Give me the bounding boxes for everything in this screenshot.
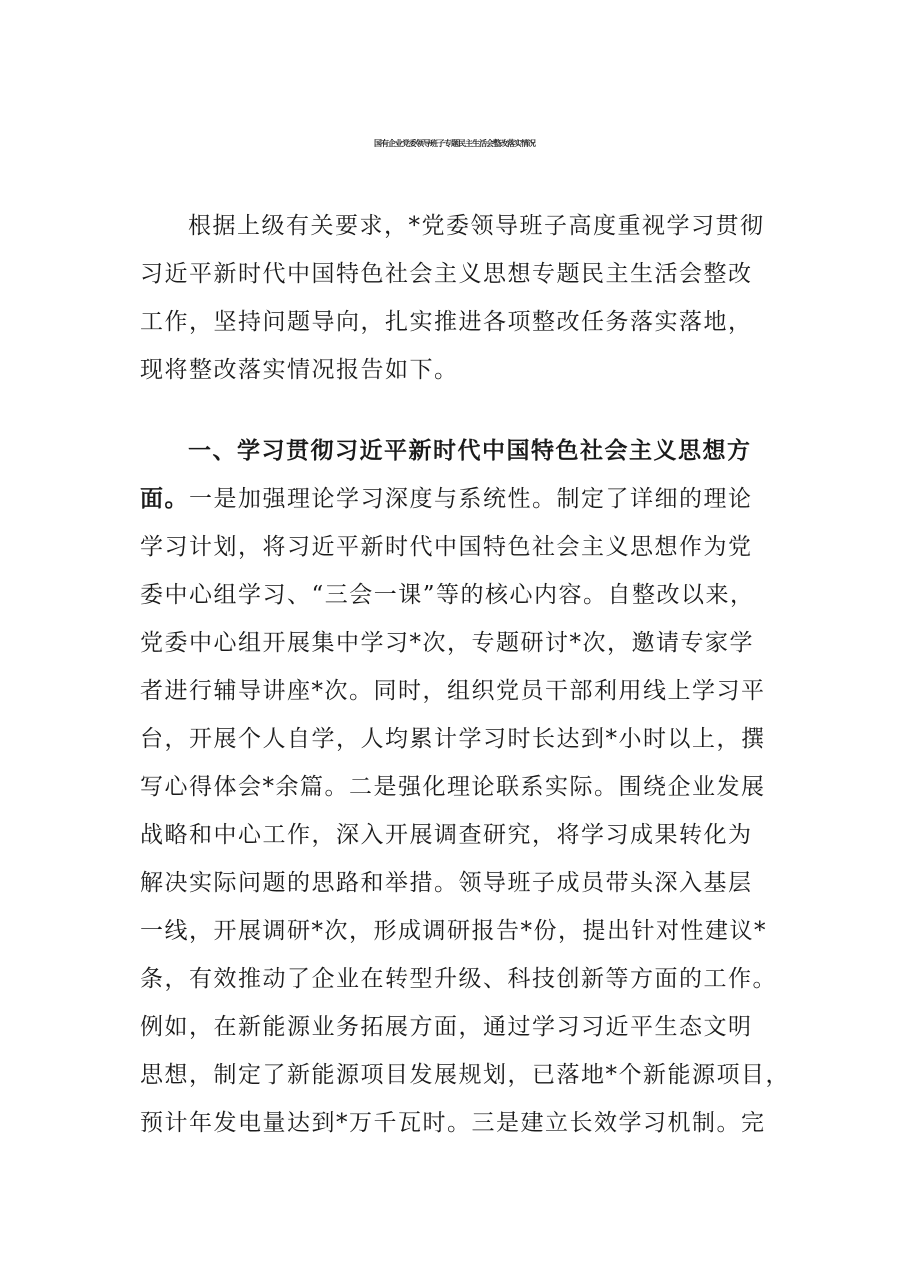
section-body-line: 例如，在新能源业务拓展方面，通过学习习近平生态文明: [140, 1014, 753, 1040]
intro-line: 现将整改落实情况报告如下。: [140, 357, 459, 383]
section-body-text: 一是加强理论学习深度与系统性。制定了详细的理论: [189, 486, 753, 512]
intro-line: 工作，坚持问题导向，扎实推进各项整改任务落实落地，: [140, 309, 753, 335]
section-body-line: 一线，开展调研*次，形成调研报告*份，提出针对性建议*: [140, 918, 767, 944]
intro-line: 习近平新时代中国特色社会主义思想专题民主生活会整改: [140, 261, 753, 287]
section-body-line: 者进行辅导讲座*次。同时，组织党员干部利用线上学习平: [140, 678, 766, 704]
section-body-line: 学习计划，将习近平新时代中国特色社会主义思想作为党: [140, 534, 753, 560]
section-body-line: 条，有效推动了企业在转型升级、科技创新等方面的工作。: [140, 966, 777, 992]
section-body-line: 党委中心组开展集中学习*次，专题研讨*次，邀请专家学: [140, 630, 754, 656]
section-body-line: 解决实际问题的思路和举措。领导班子成员带头深入基层: [140, 870, 753, 896]
section-body-line: 写心得体会*余篇。二是强化理论联系实际。围绕企业发展: [140, 774, 766, 800]
section-body-line: 思想，制定了新能源项目发展规划，已落地*个新能源项目，: [140, 1062, 790, 1088]
intro-line: 根据上级有关要求，*党委领导班子高度重视学习贯彻: [188, 213, 765, 239]
section-body-line: [140, 482, 753, 516]
section-heading: 一、学习贯彻习近平新时代中国特色社会主义思想方: [188, 437, 752, 464]
document-title: 国有企业党委领导班子专题民主生活会整改落实情况: [374, 138, 535, 148]
section-body-line: 台，开展个人自学，人均累计学习时长达到*小时以上，撰: [140, 726, 766, 752]
section-body-line: 预计年发电量达到*万千瓦时。三是建立长效学习机制。完: [140, 1110, 766, 1136]
section-heading-end: 面。: [140, 485, 189, 512]
section-body-line: 战略和中心工作，深入开展调查研究，将学习成果转化为: [140, 822, 753, 848]
section-body-line: 委中心组学习、“三会一课”等的核心内容。自整改以来，: [140, 582, 755, 608]
